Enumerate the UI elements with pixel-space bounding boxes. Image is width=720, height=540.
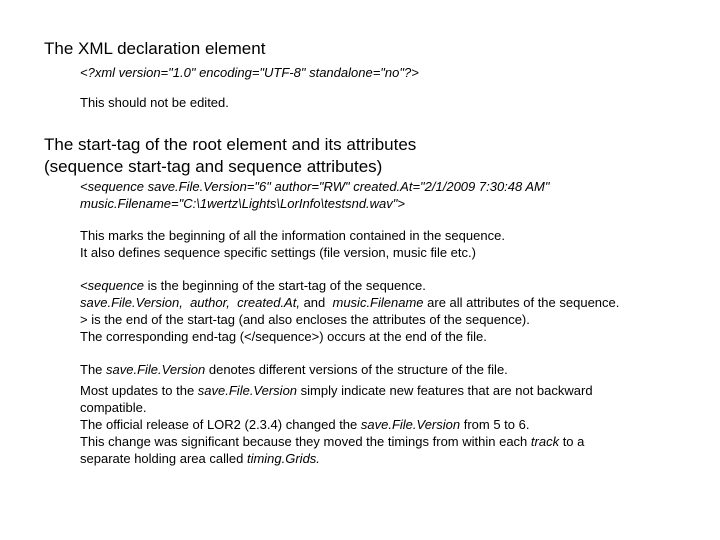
- track-term: track: [530, 434, 560, 449]
- paragraph-line: [80, 361, 593, 378]
- xml-declaration-code: [80, 64, 419, 81]
- heading-text: The XML declaration element: [44, 39, 266, 58]
- version-term: save.File.Version: [360, 417, 461, 432]
- sequence-start-tag-code: [80, 178, 550, 212]
- start-tag-explanation-paragraph: [80, 277, 619, 345]
- attribute-term: save.File.Version,: [80, 295, 183, 310]
- paragraph-text: denotes different versions of the structure of the file.: [205, 362, 508, 377]
- sequence-description-paragraph: [80, 227, 505, 261]
- paragraph-text: from 5 to 6.: [460, 417, 530, 432]
- paragraph-line: [80, 277, 619, 294]
- heading-line-2: (sequence start-tag and sequence attributes): [44, 157, 383, 176]
- paragraph-text: Most updates to the: [80, 383, 198, 398]
- file-version-paragraph: [80, 361, 593, 467]
- paragraph-line: It also defines sequence specific settings (file version, music file etc.): [80, 245, 476, 260]
- paragraph-text: to a: [559, 434, 585, 449]
- paragraph-line: compatible.: [80, 400, 147, 415]
- attribute-term: music.Filename: [332, 295, 424, 310]
- code-line-2: music.Filename="C:\1wertz\Lights\LorInfo\testsnd.wav">: [80, 196, 405, 211]
- paragraph-line: [80, 382, 593, 399]
- paragraph-line: > is the end of the start-tag (and also encloses the attributes of the sequence).: [80, 312, 530, 327]
- version-term: save.File.Version: [197, 383, 298, 398]
- attribute-term: author,: [190, 295, 230, 310]
- code-term: <sequence: [80, 278, 144, 293]
- version-term: save.File.Version: [106, 362, 206, 377]
- paragraph-text: and: [299, 295, 329, 310]
- xml-declaration-heading: [44, 38, 265, 60]
- paragraph-line: [80, 433, 593, 450]
- paragraph-line: [80, 450, 593, 467]
- paragraph-text: simply indicate new features that are not backward: [297, 383, 593, 398]
- paragraph-text: are all attributes of the sequence.: [423, 295, 620, 310]
- paragraph-line: This marks the beginning of all the information contained in the sequence.: [80, 228, 505, 243]
- xml-declaration-note: [80, 94, 229, 111]
- paragraph-text: separate holding area called: [80, 451, 247, 466]
- code-line-1: <sequence save.File.Version="6" author="RW" created.At="2/1/2009 7:30:48 AM": [80, 179, 550, 194]
- heading-line-1: The start-tag of the root element and its attributes: [44, 135, 417, 154]
- attribute-term: created.At,: [237, 295, 300, 310]
- timing-grids-term: timing.Grids.: [246, 451, 320, 466]
- paragraph-text: is the beginning of the start-tag of the sequence.: [143, 278, 426, 293]
- root-element-heading: [44, 134, 416, 178]
- code-text: <?xml version="1.0" encoding="UTF-8" standalone="no"?>: [80, 65, 419, 80]
- paragraph-line: [80, 416, 593, 433]
- paragraph-text: The: [80, 362, 107, 377]
- paragraph-text: The official release of LOR2 (2.3.4) changed the: [80, 417, 361, 432]
- paragraph-text: This change was significant because they moved the timings from within each: [80, 434, 531, 449]
- paragraph-line: [80, 294, 619, 311]
- note-text: This should not be edited.: [80, 95, 229, 110]
- paragraph-line: The corresponding end-tag (</sequence>) occurs at the end of the file.: [80, 329, 487, 344]
